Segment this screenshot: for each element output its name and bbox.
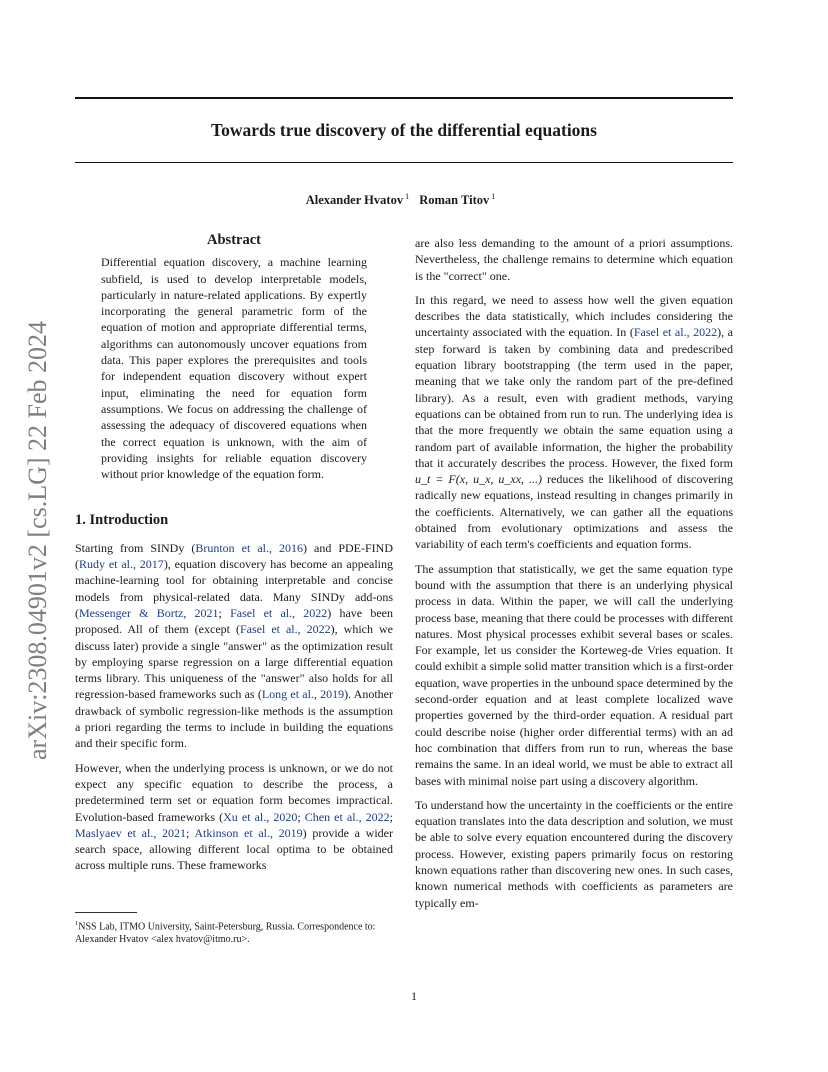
- citation-link[interactable]: Long et al., 2019: [261, 687, 345, 702]
- text-run: ;: [185, 825, 195, 840]
- author-name: Roman Titov: [419, 193, 490, 207]
- citation-link[interactable]: Atkinson et al., 2019: [194, 825, 303, 840]
- abstract-text: Differential equation discovery, a machine learning subfield, is used to develop interpretable models, particularly in nature-related applications. By expertly incorporating the general parametric form of the equation of motion and appropriate differential terms, algorithms can autonomously uncover equations from data. This paper explores the prerequisites and tools for independent equation discovery without expert input, eliminating the need for equation form assumptions. We focus on addressing the challenge of assessing the adequacy of discovered equations when the correct equation is unknown, with the aim of providing insights for reliable equation discovery without prior knowledge of the equation form.: [101, 255, 367, 482]
- text-run: ) provide a wider search space, allowing different local optima to be obtained across multiple runs. These frameworks: [75, 825, 393, 873]
- intro-paragraph-2: [75, 760, 393, 874]
- footnote-rule: [75, 912, 137, 913]
- footnote-mark: 1: [75, 920, 79, 927]
- body-paragraph: are also less demanding to the amount of a priori assumptions. Nevertheless, the challenge remains to determine which equation is the "correct" one.: [415, 236, 733, 283]
- citation-link[interactable]: Messenger & Bortz, 2021: [79, 605, 219, 620]
- citation-link[interactable]: Rudy et al., 2017: [79, 557, 164, 572]
- affiliation-mark: 1: [405, 192, 410, 201]
- footnote: [75, 912, 393, 946]
- citation-link[interactable]: Brunton et al., 2016: [195, 540, 303, 555]
- footnote-text: [75, 917, 393, 946]
- text-run: ;: [389, 809, 393, 824]
- title-rule-top: [75, 97, 733, 99]
- text-run: ;: [297, 809, 305, 824]
- citation-link[interactable]: Fasel et al., 2022: [239, 622, 331, 637]
- text-run: ). Another drawback of symbolic regression-like methods is the assumption a priori regarding the terms to include in building the equations and their specific form.: [75, 687, 393, 751]
- author-name: Alexander Hvatov: [305, 193, 404, 207]
- affiliation-mark: 1: [491, 192, 496, 201]
- intro-paragraph-1: [75, 540, 393, 752]
- citation-link[interactable]: Fasel et al., 2022: [633, 325, 718, 340]
- citation-link[interactable]: Maslyaev et al., 2021: [75, 825, 186, 840]
- text-run: ) have been proposed. All of them (except (: [75, 605, 393, 637]
- citation-link[interactable]: Xu et al., 2020: [223, 809, 298, 824]
- text-run: However, when the underlying process is unknown, or we do not expect any specific equation to describe the process, a predetermined term set or equation form becomes impractical. Evolution-based frameworks (: [75, 760, 393, 824]
- arxiv-identifier: arXiv:2308.04901v2 [cs.LG] 22 Feb 2024: [23, 320, 52, 760]
- text-run: Starting from SINDy (: [75, 540, 196, 555]
- text-run: ;: [218, 605, 231, 620]
- page-number: 1: [411, 989, 417, 1003]
- author-list: [75, 192, 733, 208]
- body-paragraph: To understand how the uncertainty in the coefficients or the entire equation translates into the data description and solution, we must be able to solve every equation encountered during the discovery process. However, existing papers primarily focus on restoring known equations rather than discovering new ones. In such cases, known numerical methods with coefficients as parameters are typically em-: [415, 797, 733, 910]
- citation-link[interactable]: Fasel et al., 2022: [230, 605, 328, 620]
- citation-link[interactable]: Chen et al., 2022: [304, 809, 390, 824]
- text-run: In this regard, we need to assess how well the given equation describes the data statistically, which includes considering the uncertainty associated with the equation. In (: [415, 292, 733, 340]
- text-run: ), a step forward is taken by combining data and predescribed equation library bootstrapping (the term used in the paper, meaning that we take only the random part of the pre-defined library). As a result, even with gradient methods, varying equations can be obtained from run to run. The underlying idea is that the more frequently we obtain the same equation using a random part of available information, the higher the probability that it accurately describes the process. However, the fixed form: [415, 325, 733, 470]
- left-column: [75, 232, 393, 882]
- body-paragraph: The assumption that statistically, we get the same equation type bound with the assumption that there is an underlying physical process in data. Within the paper, we will call the underlying process base, meaning that there could be processes with different natures. Most physical processes exhibit several bases or scales. For example, let us consider the Korteweg-de Vries equation. It could exhibit a simple solid matter transition which is a first-order equation, wave properties in the unbound space determined by the second-order equation and at least complete localized wave properties governed by the third-order equation. A residual part could describe noise (higher order differential terms) with an ad hoc combination that differs from run to run, whereas the base remains the same. In an ideal world, we must be able to extract all bases with minimal noise part using a discovery algorithm.: [415, 561, 733, 788]
- abstract-heading: Abstract: [207, 232, 261, 248]
- inline-math: u_t = F(x, u_x, u_xx, ...): [415, 472, 543, 487]
- text-run: ), which we discuss later) provide a single "answer" as the optimization result by employing sparse regression on a large differential equation terms library. This uniqueness of the "answer" also holds for all regression-based frameworks such as (: [75, 622, 393, 702]
- text-run: reduces the likelihood of discovering radically new equations, instead resulting in changes primarily in the coefficients. Alternatively, we can gather all the equations obtained from evolutionary optimizations and assess the variability of each term's coefficients and equation forms.: [415, 472, 734, 552]
- text-run: ), equation discovery has become an appealing machine-learning tool for obtaining interpretable and concise models from physical-related data. Many SINDy add-ons (: [75, 557, 394, 620]
- footnote-body: NSS Lab, ITMO University, Saint-Petersburg, Russia. Correspondence to: Alexander Hvatov <alex hvatov@itmo.ru>.: [75, 921, 376, 946]
- paper-title: Towards true discovery of the differential equations: [211, 120, 597, 140]
- text-run: ) and PDE-FIND (: [75, 540, 393, 572]
- title-rule-bottom: [75, 162, 733, 163]
- section-heading-introduction: 1. Introduction: [75, 512, 169, 529]
- right-column: [415, 235, 733, 919]
- body-paragraph: [415, 292, 733, 553]
